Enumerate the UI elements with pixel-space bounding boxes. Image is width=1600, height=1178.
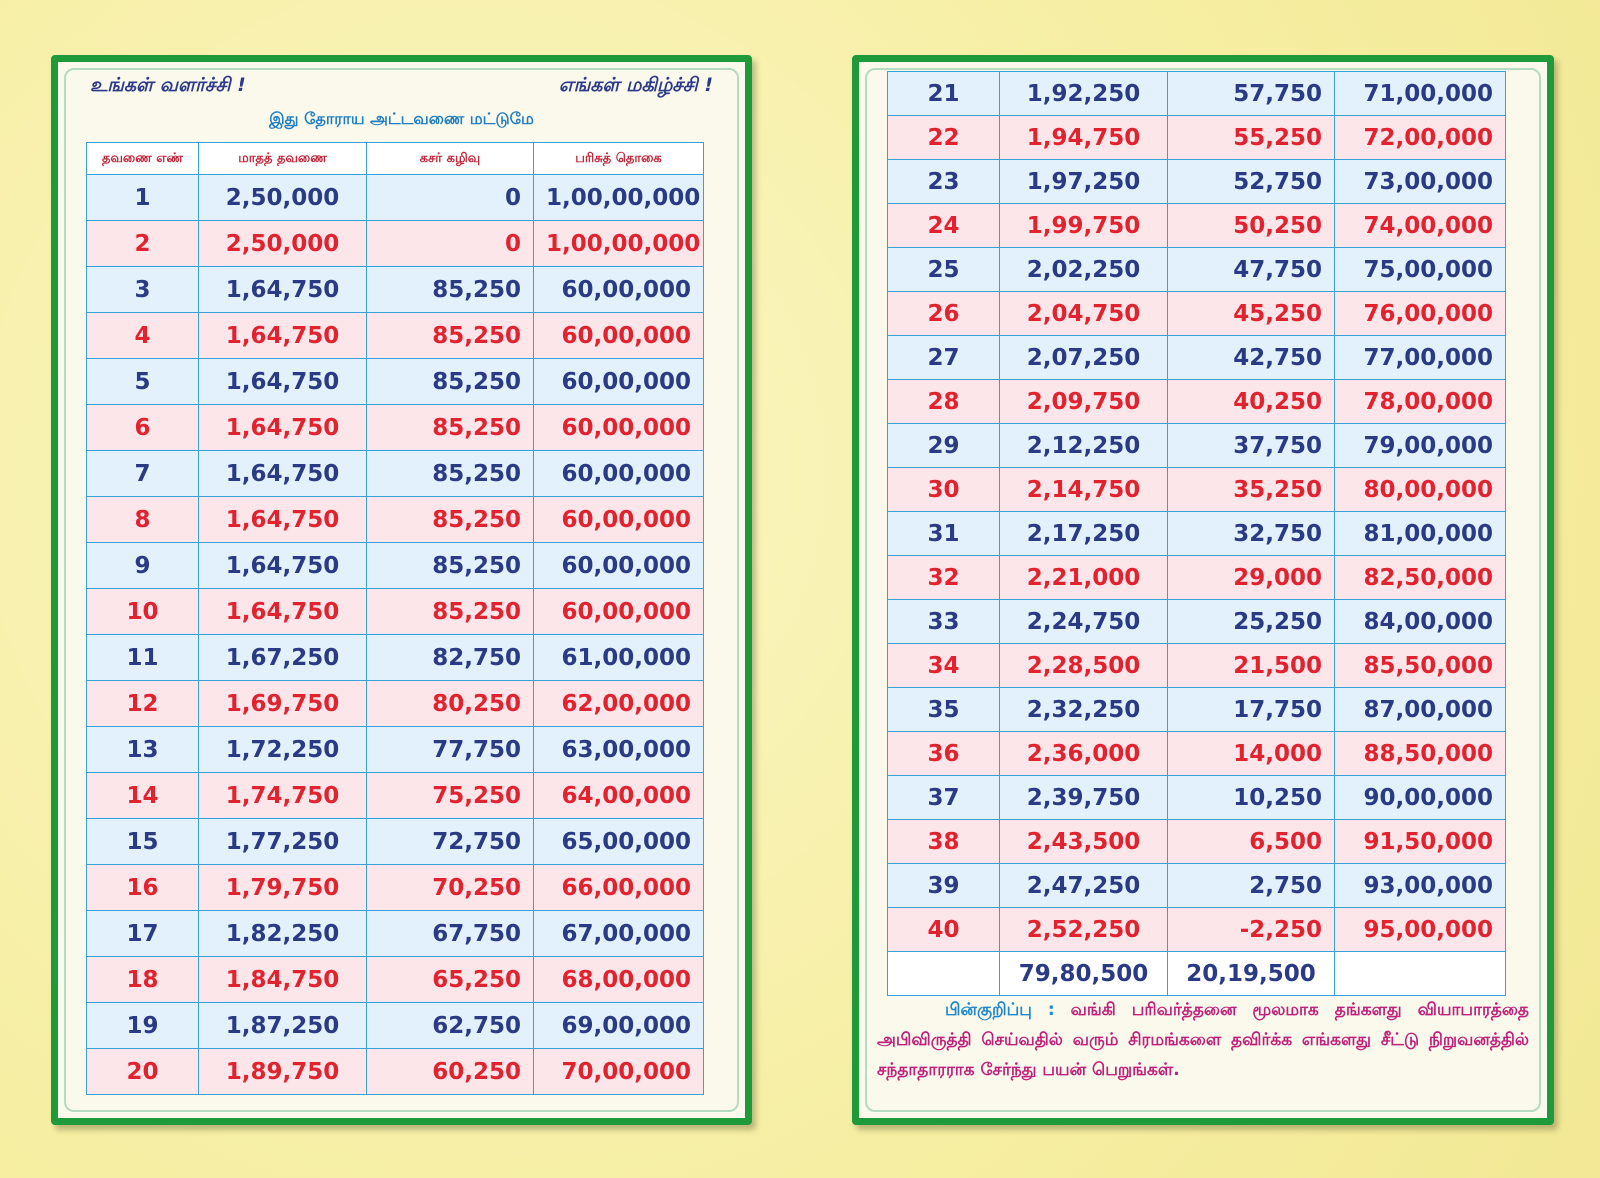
totals-row — [888, 952, 1506, 996]
table-row — [888, 292, 1506, 336]
installment-no-cell: 7 — [87, 451, 199, 497]
discount-cell: 70,250 — [367, 865, 534, 911]
discount-cell: 80,250 — [367, 681, 534, 727]
table-row — [87, 497, 704, 543]
monthly-installment-cell: 1,77,250 — [199, 819, 367, 865]
prize-amount-cell: 82,50,000 — [1335, 556, 1506, 600]
table-row — [87, 359, 704, 405]
installment-no-cell: 14 — [87, 773, 199, 819]
monthly-installment-cell: 1,82,250 — [199, 911, 367, 957]
table-row — [888, 688, 1506, 732]
monthly-installment-cell: 1,64,750 — [199, 267, 367, 313]
monthly-installment-cell: 1,72,250 — [199, 727, 367, 773]
discount-cell: 67,750 — [367, 911, 534, 957]
discount-cell: 85,250 — [367, 451, 534, 497]
discount-cell: 42,750 — [1168, 336, 1335, 380]
table-row — [87, 267, 704, 313]
installment-no-cell: 38 — [888, 820, 1000, 864]
prize-amount-cell: 77,00,000 — [1335, 336, 1506, 380]
installment-no-cell: 10 — [87, 589, 199, 635]
prize-amount-cell: 78,00,000 — [1335, 380, 1506, 424]
table-row — [888, 116, 1506, 160]
prize-amount-cell: 73,00,000 — [1335, 160, 1506, 204]
monthly-installment-cell: 1,94,750 — [1000, 116, 1168, 160]
table-row — [888, 512, 1506, 556]
monthly-installment-cell: 2,09,750 — [1000, 380, 1168, 424]
prize-amount-cell: 60,00,000 — [534, 267, 704, 313]
monthly-installment-cell: 1,69,750 — [199, 681, 367, 727]
prize-amount-cell: 87,00,000 — [1335, 688, 1506, 732]
monthly-installment-cell: 1,67,250 — [199, 635, 367, 681]
monthly-installment-cell: 1,64,750 — [199, 589, 367, 635]
monthly-installment-cell: 2,50,000 — [199, 175, 367, 221]
prize-amount-cell: 81,00,000 — [1335, 512, 1506, 556]
installment-no-cell: 28 — [888, 380, 1000, 424]
discount-cell: 17,750 — [1168, 688, 1335, 732]
prize-amount-cell: 84,00,000 — [1335, 600, 1506, 644]
slogan-right: எங்கள் மகிழ்ச்சி ! — [558, 74, 713, 96]
installment-no-cell: 40 — [888, 908, 1000, 952]
table-row — [888, 336, 1506, 380]
installment-no-cell: 20 — [87, 1049, 199, 1095]
discount-cell: 0 — [367, 175, 534, 221]
monthly-installment-cell: 2,02,250 — [1000, 248, 1168, 292]
discount-cell: 62,750 — [367, 1003, 534, 1049]
prize-amount-cell: 76,00,000 — [1335, 292, 1506, 336]
table-row — [87, 681, 704, 727]
installment-no-cell: 27 — [888, 336, 1000, 380]
discount-cell: 29,000 — [1168, 556, 1335, 600]
prize-amount-cell: 60,00,000 — [534, 405, 704, 451]
installment-no-cell: 18 — [87, 957, 199, 1003]
table-row — [888, 644, 1506, 688]
table-row — [888, 732, 1506, 776]
installment-no-cell: 23 — [888, 160, 1000, 204]
table-row — [87, 405, 704, 451]
installment-no-cell: 11 — [87, 635, 199, 681]
discount-cell: 32,750 — [1168, 512, 1335, 556]
prize-amount-cell: 75,00,000 — [1335, 248, 1506, 292]
prize-amount-cell: 60,00,000 — [534, 313, 704, 359]
monthly-installment-cell: 2,07,250 — [1000, 336, 1168, 380]
prize-amount-cell: 93,00,000 — [1335, 864, 1506, 908]
installment-no-cell: 17 — [87, 911, 199, 957]
monthly-installment-cell: 1,79,750 — [199, 865, 367, 911]
prize-amount-cell: 60,00,000 — [534, 451, 704, 497]
header-discount: கசர் கழிவு — [367, 143, 534, 175]
monthly-installment-cell: 1,64,750 — [199, 313, 367, 359]
discount-cell: 85,250 — [367, 589, 534, 635]
discount-cell: 45,250 — [1168, 292, 1335, 336]
discount-cell: 2,750 — [1168, 864, 1335, 908]
installment-table-left — [86, 142, 704, 1095]
table-row — [888, 776, 1506, 820]
installment-no-cell: 1 — [87, 175, 199, 221]
monthly-installment-cell: 1,92,250 — [1000, 72, 1168, 116]
monthly-installment-cell: 1,89,750 — [199, 1049, 367, 1095]
prize-amount-cell: 74,00,000 — [1335, 204, 1506, 248]
footnote — [877, 995, 1529, 1085]
installment-no-cell: 32 — [888, 556, 1000, 600]
monthly-installment-cell: 2,28,500 — [1000, 644, 1168, 688]
table-row — [87, 957, 704, 1003]
installment-no-cell: 31 — [888, 512, 1000, 556]
disclaimer-text: இது தோராய அட்டவணை மட்டுமே — [269, 109, 534, 128]
prize-amount-cell: 1,00,00,000 — [534, 221, 704, 267]
installment-no-cell: 8 — [87, 497, 199, 543]
table-row — [888, 864, 1506, 908]
footnote-label: பின்குறிப்பு : — [945, 1000, 1055, 1020]
discount-cell: 60,250 — [367, 1049, 534, 1095]
discount-cell: 75,250 — [367, 773, 534, 819]
monthly-installment-cell: 2,32,250 — [1000, 688, 1168, 732]
installment-no-cell: 36 — [888, 732, 1000, 776]
installment-no-cell: 29 — [888, 424, 1000, 468]
table-row — [87, 221, 704, 267]
discount-cell: 82,750 — [367, 635, 534, 681]
installment-no-cell: 21 — [888, 72, 1000, 116]
prize-amount-cell: 95,00,000 — [1335, 908, 1506, 952]
discount-cell: 0 — [367, 221, 534, 267]
monthly-installment-cell: 2,21,000 — [1000, 556, 1168, 600]
table-row — [888, 424, 1506, 468]
discount-cell: 25,250 — [1168, 600, 1335, 644]
installment-no-cell: 15 — [87, 819, 199, 865]
table-row — [87, 451, 704, 497]
installment-no-cell: 9 — [87, 543, 199, 589]
discount-cell: 85,250 — [367, 405, 534, 451]
discount-cell: 52,750 — [1168, 160, 1335, 204]
total-cell: 79,80,500 — [1000, 952, 1168, 996]
prize-amount-cell: 63,00,000 — [534, 727, 704, 773]
prize-amount-cell: 79,00,000 — [1335, 424, 1506, 468]
prize-amount-cell: 62,00,000 — [534, 681, 704, 727]
table-row — [888, 556, 1506, 600]
discount-cell: 57,750 — [1168, 72, 1335, 116]
table-row — [87, 819, 704, 865]
monthly-installment-cell: 2,43,500 — [1000, 820, 1168, 864]
discount-cell: 6,500 — [1168, 820, 1335, 864]
table-header-row — [87, 143, 704, 175]
table-row — [87, 543, 704, 589]
prize-amount-cell: 69,00,000 — [534, 1003, 704, 1049]
discount-cell: 35,250 — [1168, 468, 1335, 512]
monthly-installment-cell: 1,99,750 — [1000, 204, 1168, 248]
prize-amount-cell: 72,00,000 — [1335, 116, 1506, 160]
discount-cell: 50,250 — [1168, 204, 1335, 248]
table-row — [888, 600, 1506, 644]
prize-amount-cell: 70,00,000 — [534, 1049, 704, 1095]
total-cell: 20,19,500 — [1168, 952, 1335, 996]
table-row — [888, 908, 1506, 952]
table-row — [87, 865, 704, 911]
installment-no-cell: 13 — [87, 727, 199, 773]
prize-amount-cell: 90,00,000 — [1335, 776, 1506, 820]
prize-amount-cell: 64,00,000 — [534, 773, 704, 819]
installment-no-cell: 2 — [87, 221, 199, 267]
installment-table-right — [887, 71, 1506, 996]
installment-no-cell: 26 — [888, 292, 1000, 336]
installment-no-cell: 35 — [888, 688, 1000, 732]
installment-no-cell: 33 — [888, 600, 1000, 644]
right-panel — [852, 55, 1554, 1125]
prize-amount-cell: 66,00,000 — [534, 865, 704, 911]
monthly-installment-cell: 1,64,750 — [199, 497, 367, 543]
slogan-left: உங்கள் வளர்ச்சி ! — [90, 74, 246, 96]
monthly-installment-cell: 2,12,250 — [1000, 424, 1168, 468]
prize-amount-cell: 60,00,000 — [534, 359, 704, 405]
monthly-installment-cell: 1,87,250 — [199, 1003, 367, 1049]
header-installment-no: தவணை எண் — [87, 143, 199, 175]
monthly-installment-cell: 1,74,750 — [199, 773, 367, 819]
installment-no-cell: 39 — [888, 864, 1000, 908]
prize-amount-cell: 88,50,000 — [1335, 732, 1506, 776]
prize-amount-cell: 60,00,000 — [534, 497, 704, 543]
total-cell — [1335, 952, 1506, 996]
discount-cell: 37,750 — [1168, 424, 1335, 468]
installment-no-cell: 5 — [87, 359, 199, 405]
discount-cell: -2,250 — [1168, 908, 1335, 952]
table-row — [87, 1003, 704, 1049]
prize-amount-cell: 80,00,000 — [1335, 468, 1506, 512]
monthly-installment-cell: 1,64,750 — [199, 451, 367, 497]
monthly-installment-cell: 1,84,750 — [199, 957, 367, 1003]
table-row — [87, 589, 704, 635]
installment-no-cell: 19 — [87, 1003, 199, 1049]
prize-amount-cell: 91,50,000 — [1335, 820, 1506, 864]
table-row — [87, 635, 704, 681]
monthly-installment-cell: 2,39,750 — [1000, 776, 1168, 820]
prize-amount-cell: 1,00,00,000 — [534, 175, 704, 221]
discount-cell: 85,250 — [367, 543, 534, 589]
table-row — [888, 72, 1506, 116]
discount-cell: 21,500 — [1168, 644, 1335, 688]
installment-no-cell: 24 — [888, 204, 1000, 248]
header-monthly-installment: மாதத் தவணை — [199, 143, 367, 175]
prize-amount-cell: 68,00,000 — [534, 957, 704, 1003]
prize-amount-cell: 85,50,000 — [1335, 644, 1506, 688]
discount-cell: 10,250 — [1168, 776, 1335, 820]
installment-no-cell: 3 — [87, 267, 199, 313]
prize-amount-cell: 61,00,000 — [534, 635, 704, 681]
prize-amount-cell: 67,00,000 — [534, 911, 704, 957]
total-cell — [888, 952, 1000, 996]
monthly-installment-cell: 1,64,750 — [199, 405, 367, 451]
prize-amount-cell: 65,00,000 — [534, 819, 704, 865]
monthly-installment-cell: 1,97,250 — [1000, 160, 1168, 204]
table-row — [87, 773, 704, 819]
installment-no-cell: 16 — [87, 865, 199, 911]
installment-no-cell: 6 — [87, 405, 199, 451]
prize-amount-cell: 71,00,000 — [1335, 72, 1506, 116]
discount-cell: 85,250 — [367, 267, 534, 313]
installment-no-cell: 22 — [888, 116, 1000, 160]
footnote-text: வங்கி பரிவர்த்தனை மூலமாக தங்களது வியாபாரத்தை அபிவிருத்தி செய்வதில் வரும் சிரமங்களை தவிர்க்க எங்களது சீட்டு நிறுவனத்தில் சந்தாதாரராக சேர்ந்து பயன் பெறுங்கள். — [877, 1000, 1529, 1080]
table-row — [87, 175, 704, 221]
table-row — [87, 727, 704, 773]
table-row — [888, 468, 1506, 512]
discount-cell: 65,250 — [367, 957, 534, 1003]
discount-cell: 85,250 — [367, 497, 534, 543]
installment-no-cell: 4 — [87, 313, 199, 359]
installment-no-cell: 12 — [87, 681, 199, 727]
installment-no-cell: 25 — [888, 248, 1000, 292]
header-prize-amount: பரிசுத் தொகை — [534, 143, 704, 175]
monthly-installment-cell: 2,52,250 — [1000, 908, 1168, 952]
discount-cell: 72,750 — [367, 819, 534, 865]
prize-amount-cell: 60,00,000 — [534, 589, 704, 635]
installment-no-cell: 34 — [888, 644, 1000, 688]
monthly-installment-cell: 2,14,750 — [1000, 468, 1168, 512]
table-row — [888, 380, 1506, 424]
monthly-installment-cell: 1,64,750 — [199, 543, 367, 589]
table-row — [87, 1049, 704, 1095]
discount-cell: 47,750 — [1168, 248, 1335, 292]
monthly-installment-cell: 2,36,000 — [1000, 732, 1168, 776]
discount-cell: 40,250 — [1168, 380, 1335, 424]
table-row — [87, 313, 704, 359]
discount-cell: 14,000 — [1168, 732, 1335, 776]
monthly-installment-cell: 2,50,000 — [199, 221, 367, 267]
monthly-installment-cell: 1,64,750 — [199, 359, 367, 405]
monthly-installment-cell: 2,24,750 — [1000, 600, 1168, 644]
left-panel — [51, 55, 752, 1125]
installment-no-cell: 37 — [888, 776, 1000, 820]
discount-cell: 55,250 — [1168, 116, 1335, 160]
table-row — [888, 160, 1506, 204]
monthly-installment-cell: 2,17,250 — [1000, 512, 1168, 556]
installment-no-cell: 30 — [888, 468, 1000, 512]
monthly-installment-cell: 2,04,750 — [1000, 292, 1168, 336]
discount-cell: 85,250 — [367, 359, 534, 405]
discount-cell: 85,250 — [367, 313, 534, 359]
prize-amount-cell: 60,00,000 — [534, 543, 704, 589]
table-row — [888, 248, 1506, 292]
table-row — [888, 820, 1506, 864]
discount-cell: 77,750 — [367, 727, 534, 773]
table-row — [888, 204, 1506, 248]
monthly-installment-cell: 2,47,250 — [1000, 864, 1168, 908]
table-row — [87, 911, 704, 957]
